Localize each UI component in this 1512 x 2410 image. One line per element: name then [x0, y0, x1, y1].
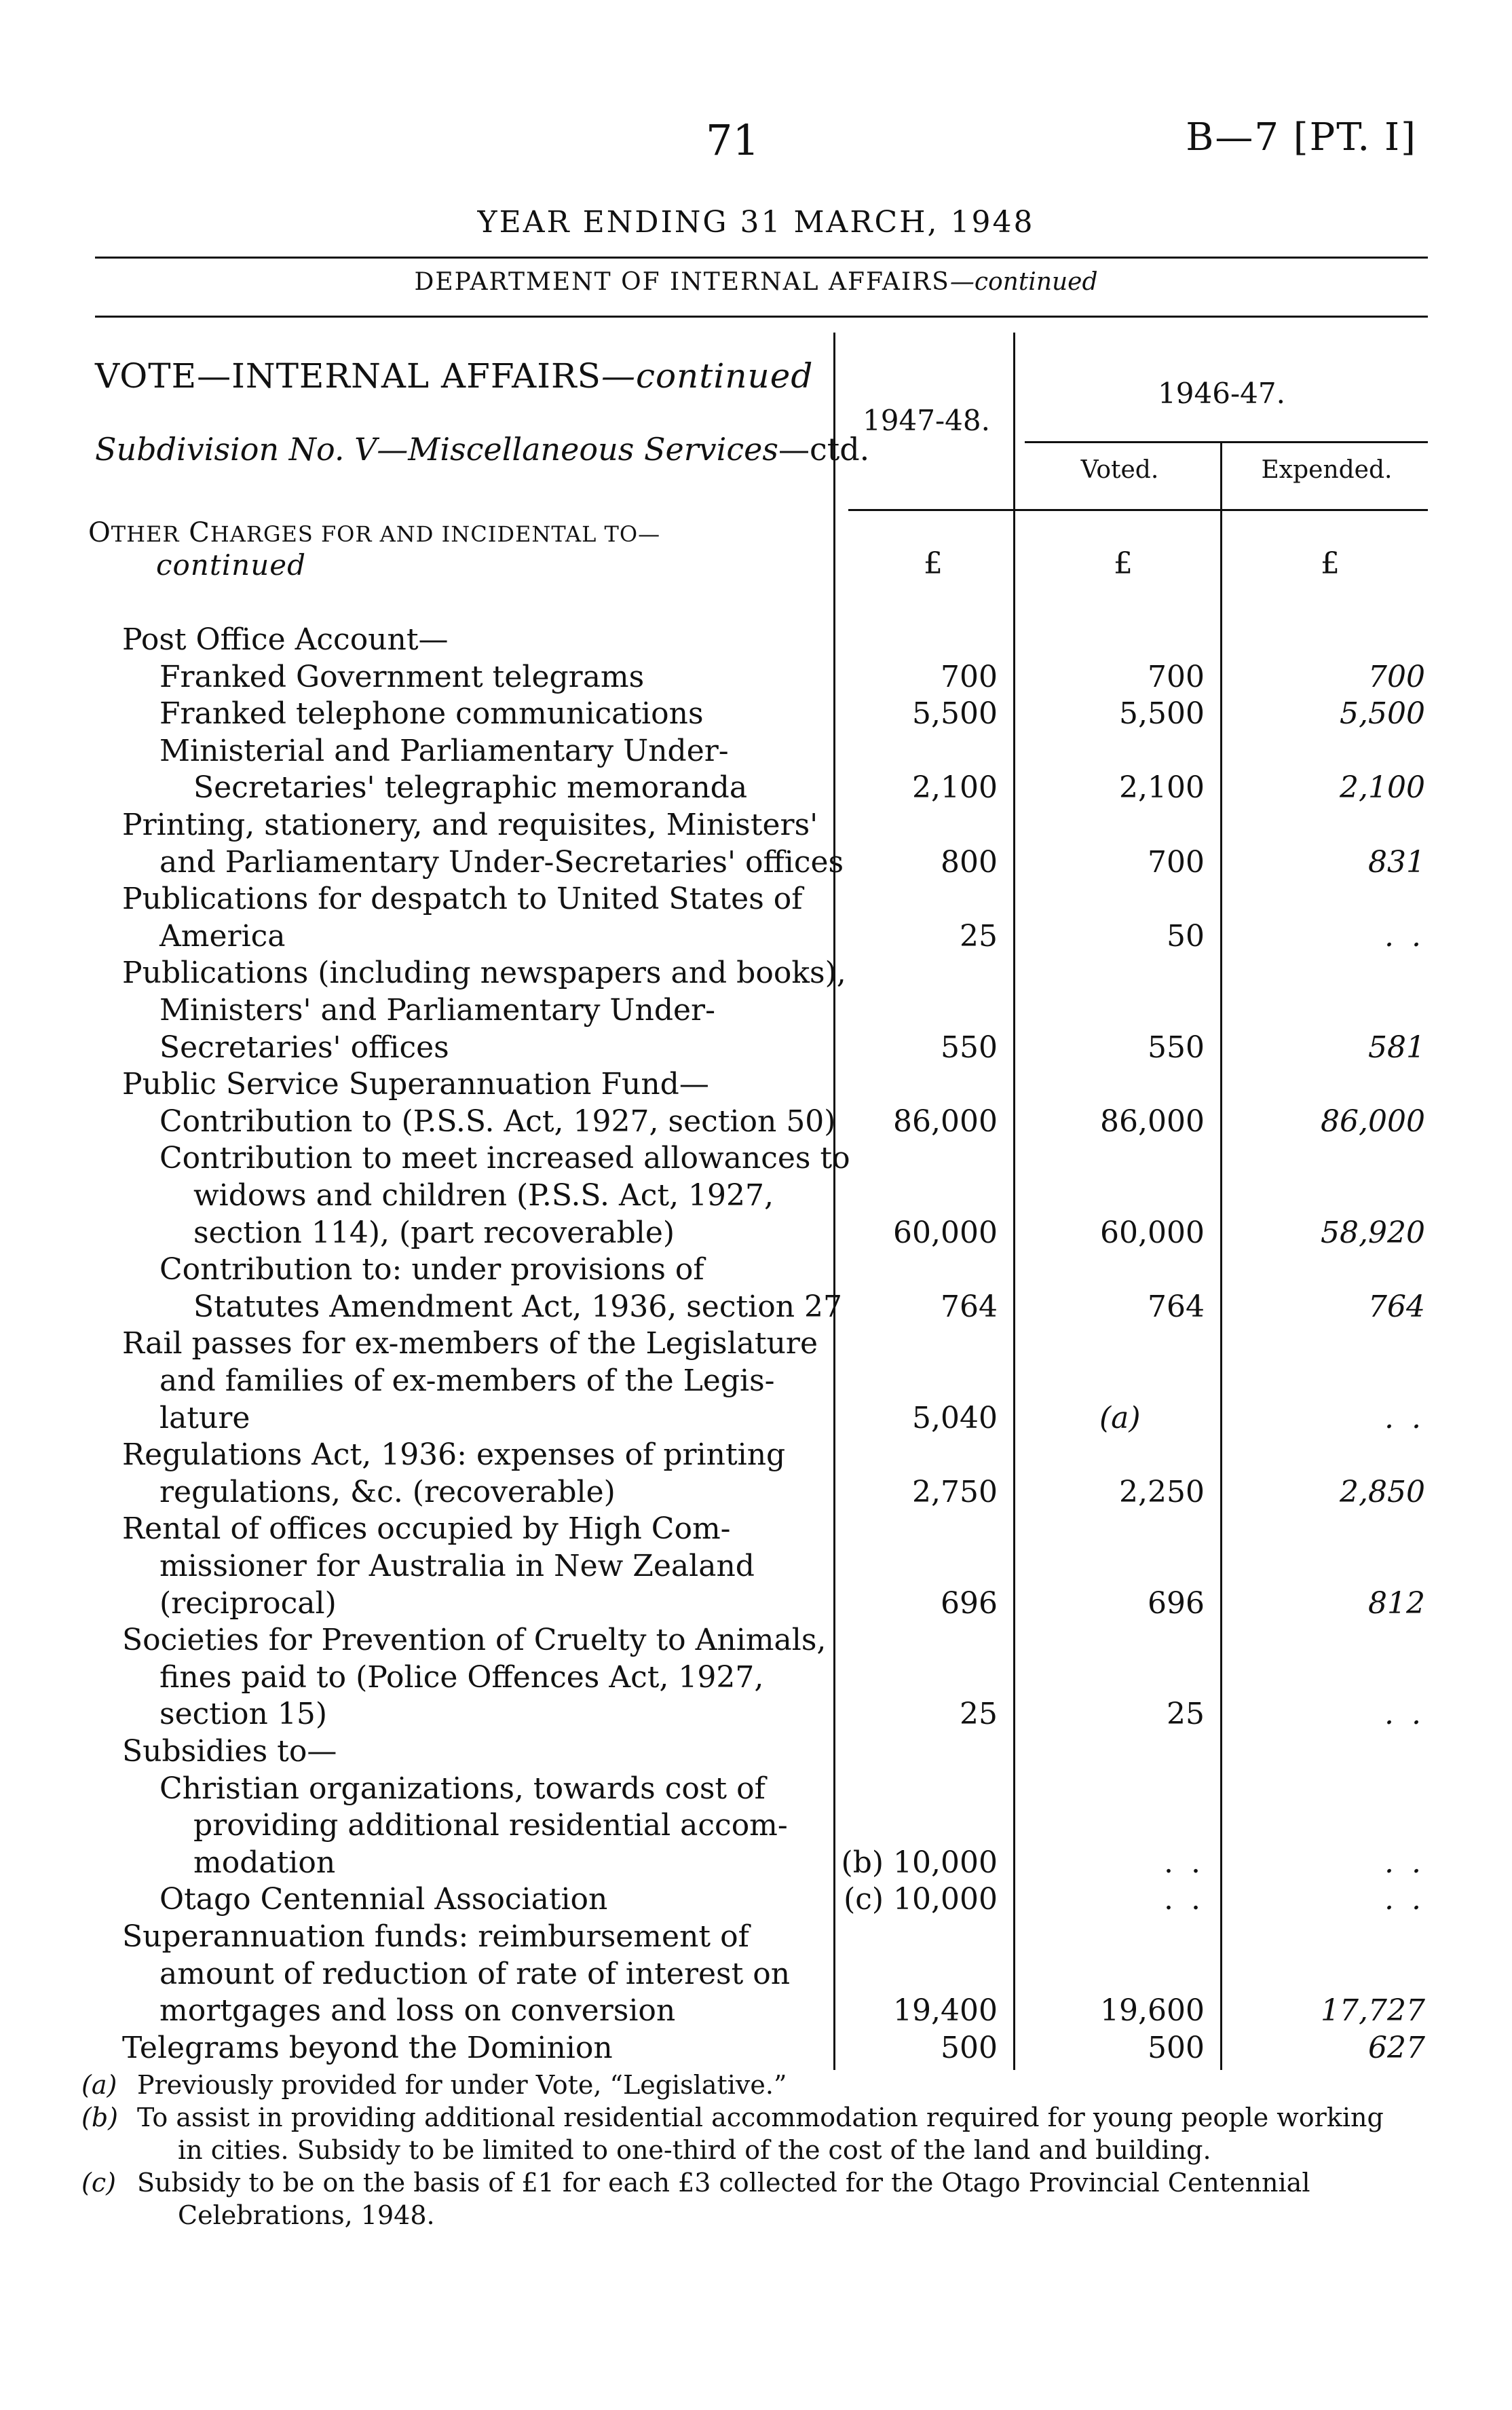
amount-1946-47-voted: 25	[1167, 1697, 1205, 1732]
amount-1946-47-voted: 60,000	[1100, 1215, 1205, 1250]
year-title: YEAR ENDING 31 MARCH, 1948	[477, 205, 1035, 240]
line-item-text: Subsidies to—	[122, 1734, 337, 1769]
line-item-text: Secretaries' offices	[159, 1030, 449, 1065]
amount-1947-48: 25	[960, 1697, 998, 1732]
line-item-text: Statutes Amendment Act, 1936, section 27	[193, 1289, 843, 1324]
column-header-rule	[848, 509, 1428, 511]
footnote-text-continued: in cities. Subsidy to be limited to one-third of the cost of the land and building.	[178, 2135, 1211, 2165]
line-item-text: Superannuation funds: reimbursement of	[122, 1919, 749, 1954]
section-heading-continued: continued	[156, 548, 307, 582]
footnote-a	[81, 2069, 1439, 2101]
vote-continued: —continued	[601, 356, 814, 396]
department-rule	[95, 316, 1428, 318]
amount-1946-47-expended: 581	[1368, 1030, 1425, 1065]
column-divider-2	[1013, 333, 1015, 2070]
column-divider-3	[1220, 443, 1222, 2070]
department-heading	[0, 268, 1512, 296]
subdivision-name: Subdivision No. V—Miscellaneous Services	[95, 431, 778, 468]
amount-1947-48: 500	[941, 2030, 998, 2065]
line-item-text: Contribution to meet increased allowances to	[159, 1141, 850, 1176]
column-divider-1	[833, 333, 835, 2070]
vote-name: VOTE—INTERNAL AFFAIRS	[95, 356, 601, 396]
line-item-text: Franked Government telegrams	[159, 659, 645, 694]
amount-1946-47-expended: . .	[1384, 1882, 1425, 1917]
amount-1946-47-voted: 764	[1148, 1289, 1205, 1324]
line-item-text: fines paid to (Police Offences Act, 1927,	[159, 1659, 764, 1695]
amount-1946-47-expended: 627	[1368, 2030, 1425, 2065]
footnote-label: (a)	[81, 2070, 117, 2100]
amount-1946-47-voted: 500	[1148, 2030, 1205, 2065]
amount-1947-48: 800	[941, 844, 998, 880]
amount-1946-47-expended: 764	[1368, 1289, 1425, 1324]
line-item-text: Contribution to: under provisions of	[159, 1252, 704, 1287]
amount-1946-47-voted: 696	[1148, 1585, 1205, 1621]
subdivision-continued: —ctd.	[778, 431, 870, 468]
amount-1946-47-voted: 19,600	[1100, 1993, 1205, 2029]
page-number: 71	[706, 115, 759, 165]
currency-symbol-expended: £	[1321, 546, 1340, 581]
column-header-expended: Expended.	[1261, 456, 1393, 484]
amount-1947-48: 2,100	[912, 770, 998, 806]
amount-1946-47-expended: 58,920	[1321, 1215, 1425, 1250]
currency-symbol-voted: £	[1114, 546, 1133, 581]
amount-1946-47-expended: . .	[1384, 1845, 1425, 1880]
footnote-text: Subsidy to be on the basis of £1 for each £3 collected for the Otago Provincial Centennial	[137, 2168, 1310, 2198]
amount-1946-47-expended: . .	[1384, 1400, 1425, 1435]
amount-1946-47-expended: 700	[1368, 659, 1425, 694]
line-item-text: Otago Centennial Association	[159, 1882, 608, 1917]
amount-1946-47-voted: 50	[1167, 918, 1205, 954]
line-item-text: providing additional residential accom-	[193, 1808, 788, 1843]
line-item-text: Rental of offices occupied by High Com-	[122, 1511, 731, 1547]
section-heading-part-a: THER	[111, 521, 180, 547]
line-item-text: Ministers' and Parliamentary Under-	[159, 993, 715, 1028]
amount-1947-48: 60,000	[893, 1215, 998, 1250]
amount-1946-47-voted: (a)	[1099, 1400, 1141, 1435]
department-name: DEPARTMENT OF INTERNAL AFFAIRS	[414, 268, 950, 296]
line-item-text: Christian organizations, towards cost of	[159, 1771, 766, 1806]
amount-1947-48: (b) 10,000	[841, 1845, 998, 1880]
amount-1947-48: 2,750	[912, 1474, 998, 1509]
footnote-text: Previously provided for under Vote, “Legislative.”	[137, 2070, 787, 2100]
amount-1946-47-expended: 831	[1368, 844, 1425, 880]
footnote-text: To assist in providing additional residential accommodation required for young people working	[137, 2103, 1384, 2132]
amount-1946-47-expended: 86,000	[1321, 1104, 1425, 1139]
document-reference: B—7 [PT. I]	[1186, 115, 1417, 159]
footnote-b	[81, 2101, 1439, 2166]
line-item-text: America	[159, 918, 286, 954]
amount-1946-47-voted: 2,100	[1119, 770, 1205, 806]
line-item-text: Publications for despatch to United States of	[122, 882, 803, 917]
line-item-text: modation	[193, 1845, 336, 1880]
column-header-1946-47: 1946-47.	[1158, 377, 1285, 410]
line-item-text: Public Service Superannuation Fund—	[122, 1067, 709, 1102]
line-item-text: Contribution to (P.S.S. Act, 1927, section 50)	[159, 1104, 836, 1139]
amount-1946-47-voted: 2,250	[1119, 1474, 1205, 1509]
amount-1946-47-voted: . .	[1164, 1882, 1205, 1917]
column-header-voted: Voted.	[1080, 456, 1159, 484]
line-item-text: Post Office Account—	[122, 622, 449, 657]
amount-1946-47-expended: . .	[1384, 1697, 1425, 1732]
footnote-label: (c)	[81, 2168, 116, 2198]
line-item-text: and families of ex-members of the Legis-	[159, 1363, 775, 1398]
line-item-text: Rail passes for ex-members of the Legislature	[122, 1326, 818, 1361]
line-item-text: section 114), (part recoverable)	[193, 1215, 675, 1250]
footnote-label: (b)	[81, 2103, 118, 2132]
line-item-text: Regulations Act, 1936: expenses of printing	[122, 1437, 786, 1473]
column-header-1947-48: 1947-48.	[863, 404, 990, 437]
amount-1946-47-voted: 5,500	[1119, 696, 1205, 732]
line-item-text: widows and children (P.S.S. Act, 1927,	[193, 1178, 774, 1213]
amount-1946-47-expended: 17,727	[1321, 1993, 1425, 2029]
amount-1946-47-expended: 2,100	[1340, 770, 1425, 806]
subdivision-title	[95, 431, 869, 468]
line-item-text: mortgages and loss on conversion	[159, 1993, 676, 2029]
line-item-text: section 15)	[159, 1697, 327, 1732]
section-heading	[88, 517, 660, 582]
line-item-text: Secretaries' telegraphic memoranda	[193, 770, 748, 806]
footnotes	[81, 2069, 1439, 2232]
amount-1947-48: 86,000	[893, 1104, 998, 1139]
amount-1947-48: 696	[941, 1585, 998, 1621]
line-item-text: Publications (including newspapers and books),	[122, 956, 846, 991]
amount-1946-47-expended: 812	[1368, 1585, 1425, 1621]
department-continued: —continued	[949, 268, 1098, 296]
line-item-text: lature	[159, 1400, 250, 1435]
line-item-text: Telegrams beyond the Dominion	[122, 2030, 613, 2065]
footnote-text-continued: Celebrations, 1948.	[178, 2200, 435, 2230]
amount-1947-48: 700	[941, 659, 998, 694]
line-item-text: Societies for Prevention of Cruelty to Animals,	[122, 1623, 827, 1658]
top-rule	[95, 257, 1428, 259]
currency-symbol-1947-48: £	[924, 546, 943, 581]
line-item-text: (reciprocal)	[159, 1585, 337, 1621]
amount-1947-48: 764	[941, 1289, 998, 1324]
section-heading-initial-c2: C	[189, 517, 210, 548]
line-item-text: regulations, &c. (recoverable)	[159, 1474, 616, 1509]
amount-1947-48: 5,040	[912, 1400, 998, 1435]
line-item-text: amount of reduction of rate of interest on	[159, 1956, 791, 1991]
amount-1946-47-voted: 550	[1148, 1030, 1205, 1065]
amount-1946-47-expended: 5,500	[1340, 696, 1425, 732]
vote-title	[95, 356, 813, 396]
amount-1947-48: 550	[941, 1030, 998, 1065]
line-item-text: and Parliamentary Under-Secretaries' offices	[159, 844, 844, 880]
line-item-text: missioner for Australia in New Zealand	[159, 1549, 755, 1583]
footnote-c	[81, 2166, 1439, 2232]
amount-1946-47-voted: . .	[1164, 1845, 1205, 1880]
line-item-text: Ministerial and Parliamentary Under-	[159, 733, 729, 768]
amount-1947-48: (c) 10,000	[844, 1882, 998, 1917]
amount-1946-47-voted: 86,000	[1100, 1104, 1205, 1139]
year-subheader-rule	[1025, 441, 1428, 443]
section-heading-initial: O	[88, 517, 111, 548]
amount-1946-47-expended: . .	[1384, 918, 1425, 954]
amount-1946-47-expended: 2,850	[1340, 1474, 1425, 1509]
amount-1946-47-voted: 700	[1148, 659, 1205, 694]
line-item-text: Franked telephone communications	[159, 696, 704, 732]
amount-1947-48: 25	[960, 918, 998, 954]
amount-1947-48: 19,400	[893, 1993, 998, 2029]
section-heading-part-c: HARGES FOR AND INCIDENTAL TO—	[210, 521, 661, 547]
amount-1947-48: 5,500	[912, 696, 998, 732]
line-item-text: Printing, stationery, and requisites, Ministers'	[122, 808, 818, 842]
amount-1946-47-voted: 700	[1148, 844, 1205, 880]
